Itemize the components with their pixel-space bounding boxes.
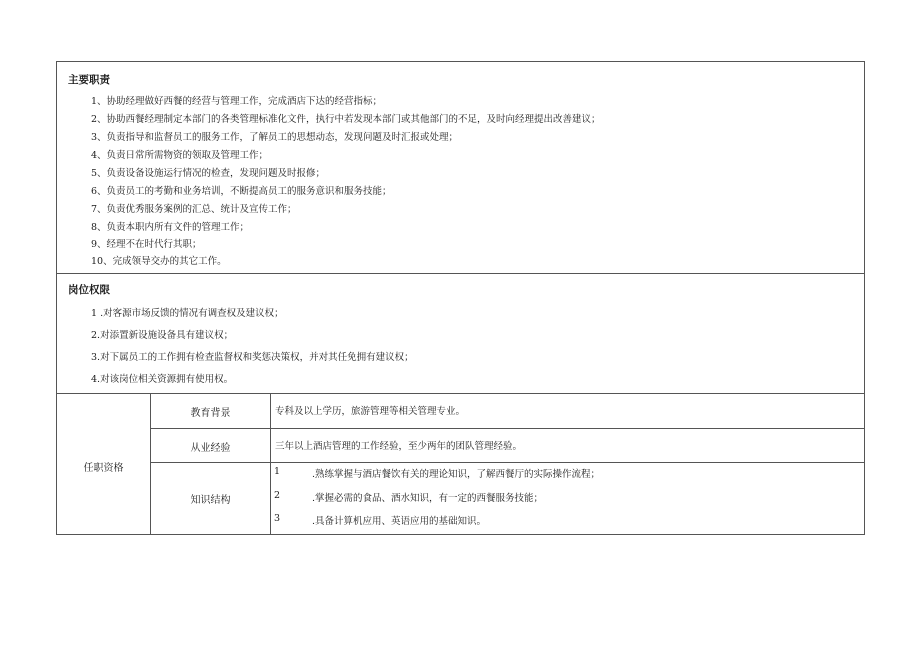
duties-section (57, 62, 864, 274)
duty-item: 7、负责优秀服务案例的汇总、统计及宣传工作； (91, 204, 297, 215)
education-label: 教育背景 (190, 408, 231, 419)
experience-value: 三年以上酒店管理的工作经验，至少两年的团队管理经验。 (275, 441, 523, 452)
duty-item: 3、负责指导和监督员工的服务工作，了解员工的思想动态，发现问题及时汇报或处理； (91, 132, 459, 143)
authority-item: 2.对添置新设施设备具有建议权； (91, 330, 234, 341)
experience-label-cell (151, 428, 271, 462)
duty-item: 5、负责设备设施运行情况的检查，发现问题及时报修； (91, 168, 326, 179)
knowledge-label-cell (151, 462, 271, 534)
duty-item: 10、完成领导交办的其它工作。 (91, 256, 227, 267)
knowledge-label: 知识结构 (190, 495, 231, 506)
duty-item: 4、负责日常所需物资的领取及管理工作； (91, 150, 269, 161)
experience-label: 从业经验 (190, 443, 231, 454)
authority-item: 3.对下属员工的工作拥有检查监督权和奖惩决策权，并对其任免拥有建议权； (91, 352, 414, 363)
knowledge-item-text: .掌握必需的食品、酒水知识，有一定的西餐服务技能； (312, 493, 544, 504)
authority-section (57, 273, 864, 394)
knowledge-item-number: 1 (274, 466, 281, 477)
experience-row (151, 428, 864, 463)
duty-item: 9、经理不在时代行其职； (91, 239, 202, 250)
knowledge-item-text: .熟练掌握与酒店餐饮有关的理论知识，了解西餐厅的实际操作流程； (312, 469, 601, 480)
duty-item: 6、负责员工的考勤和业务培训，不断提高员工的服务意识和服务技能； (91, 186, 392, 197)
education-value: 专科及以上学历，旅游管理等相关管理专业。 (275, 406, 466, 417)
job-description-table (56, 61, 865, 535)
education-row (151, 393, 864, 429)
authority-title: 岗位权限 (68, 284, 110, 296)
authority-item: 4.对该岗位相关资源拥有使用权。 (91, 374, 234, 385)
qualifications-label: 任职资格 (83, 463, 124, 474)
knowledge-item-text: .具备计算机应用、英语应用的基础知识。 (312, 516, 487, 527)
duty-item: 1、协助经理做好西餐的经营与管理工作，完成酒店下达的经营指标； (91, 96, 383, 107)
duties-title: 主要职责 (68, 74, 110, 86)
authority-item: 1 .对客源市场反馈的情况有调查权及建议权； (91, 308, 284, 319)
education-label-cell (151, 393, 271, 428)
qualifications-label-cell (57, 393, 151, 534)
duty-item: 8、负责本职内所有文件的管理工作； (91, 222, 250, 233)
duty-item: 2、协助西餐经理制定本部门的各类管理标准化文件，执行中若发现本部门或其他部门的不足，及时向经理提出改善建议； (91, 114, 601, 125)
knowledge-item-number: 3 (274, 513, 281, 524)
qualifications-section (57, 393, 864, 534)
knowledge-item-number: 2 (274, 490, 281, 501)
knowledge-row (151, 462, 864, 534)
